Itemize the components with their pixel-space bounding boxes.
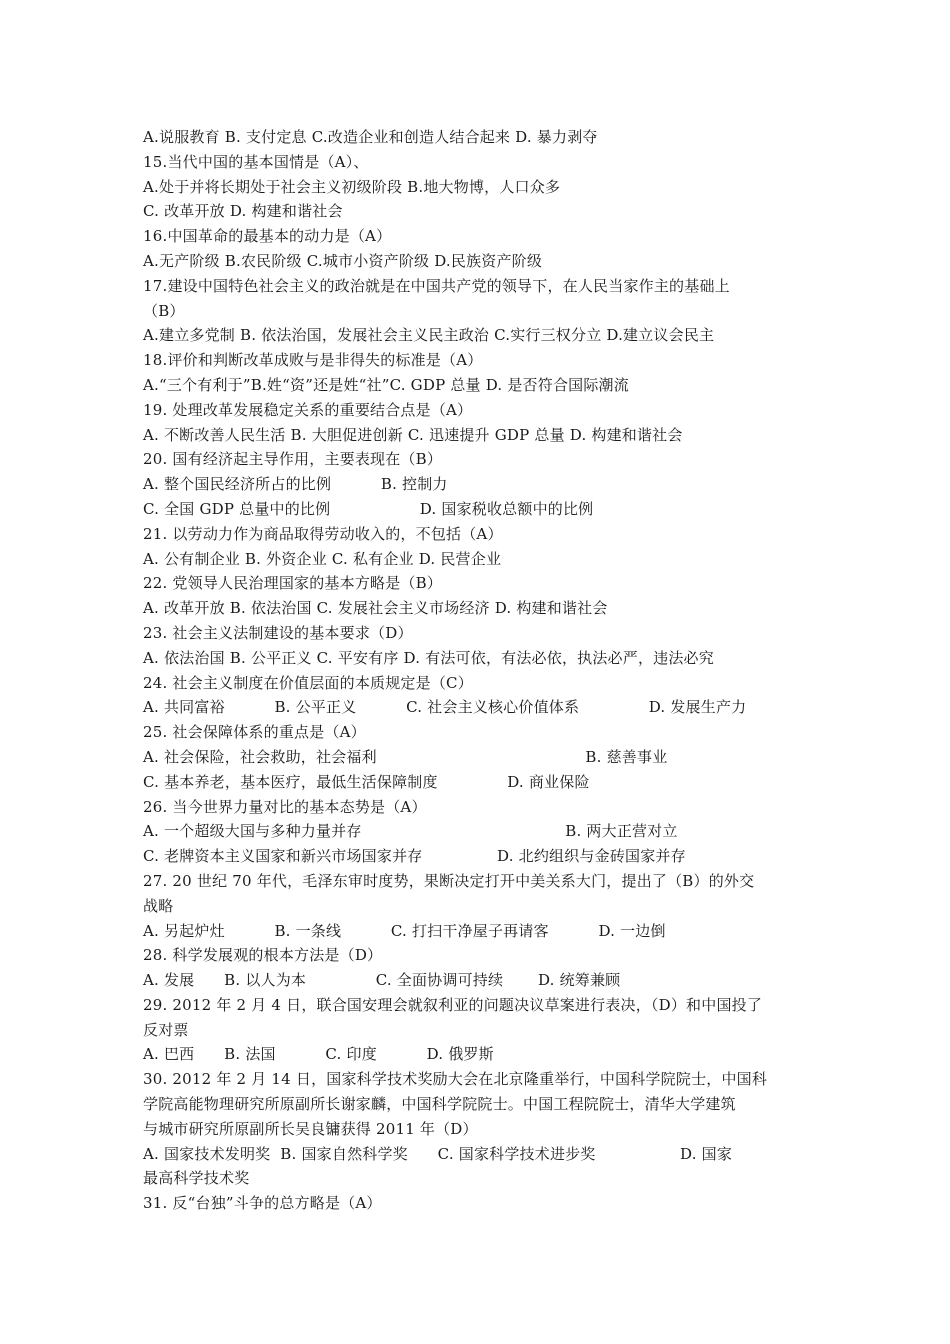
text-line: （B） — [143, 301, 185, 320]
text-line: A. 另起炉灶 B. 一条线 C. 打扫干净屋子再请客 D. 一边倒 — [143, 921, 666, 940]
text-line: 31. 反“台独”斗争的总方略是（A） — [143, 1194, 382, 1213]
text-line: 19. 处理改革发展稳定关系的重要结合点是（A） — [143, 400, 473, 419]
text-line: A. 改革开放 B. 依法治国 C. 发展社会主义市场经济 D. 构建和谐社会 — [143, 599, 608, 618]
text-line: 22. 党领导人民治理国家的基本方略是（B） — [143, 574, 443, 593]
text-line: A. 一个超级大国与多种力量并存 B. 两大正营对立 — [143, 822, 678, 841]
text-line: A. 发展 B. 以人为本 C. 全面协调可持续 D. 统筹兼顾 — [143, 971, 621, 990]
text-line: 29. 2012 年 2 月 4 日，联合国安理会就叙利亚的问题决议草案进行表决，（D）和中国投了 — [143, 995, 763, 1014]
text-line: 25. 社会保障体系的重点是（A） — [143, 723, 366, 742]
text-line: 15.当代中国的基本国情是（A）、 — [143, 152, 369, 171]
text-line: A.建立多党制 B. 依法治国，发展社会主义民主政治 C.实行三权分立 D.建立议会民主 — [143, 326, 715, 345]
text-line: A. 依法治国 B. 公平正义 C. 平安有序 D. 有法可依，有法必依，执法必严，违法必究 — [143, 648, 714, 667]
text-line: A. 整个国民经济所占的比例 B. 控制力 — [143, 475, 448, 494]
text-line: 16.中国革命的最基本的动力是（A） — [143, 227, 392, 246]
document-body — [143, 125, 813, 1216]
text-line: 26. 当今世界力量对比的基本态势是（A） — [143, 797, 427, 816]
text-line: 战略 — [143, 896, 174, 915]
text-line: A. 公有制企业 B. 外资企业 C. 私有企业 D. 民营企业 — [143, 549, 502, 568]
text-line: C. 老牌资本主义国家和新兴市场国家并存 D. 北约组织与金砖国家并存 — [143, 847, 686, 866]
text-line: 23. 社会主义法制建设的基本要求（D） — [143, 623, 413, 642]
text-line: 反对票 — [143, 1020, 189, 1039]
text-line: 24. 社会主义制度在价值层面的本质规定是（C） — [143, 673, 473, 692]
text-line: C. 基本养老，基本医疗，最低生活保障制度 D. 商业保险 — [143, 772, 590, 791]
text-line: 与城市研究所原副所长吴良镛获得 2011 年（D） — [143, 1119, 478, 1138]
text-line: A. 共同富裕 B. 公平正义 C. 社会主义核心价值体系 D. 发展生产力 — [143, 698, 747, 717]
text-line: 28. 科学发展观的根本方法是（D） — [143, 946, 383, 965]
text-line: 27. 20 世纪 70 年代，毛泽东审时度势，果断决定打开中美关系大门，提出了（B）的外交 — [143, 871, 755, 890]
text-line: 30. 2012 年 2 月 14 日，国家科学技术奖励大会在北京隆重举行，中国科学院院士，中国科 — [143, 1070, 768, 1089]
text-line: C. 改革开放 D. 构建和谐社会 — [143, 202, 343, 221]
text-line: A.处于并将长期处于社会主义初级阶段 B.地大物博，人口众多 — [143, 177, 561, 196]
text-line: 17.建设中国特色社会主义的政治就是在中国共产党的领导下，在人民当家作主的基础上 — [143, 276, 730, 295]
text-line: A. 国家技术发明奖 B. 国家自然科学奖 C. 国家科学技术进步奖 D. 国家 — [143, 1144, 733, 1163]
text-line: A. 不断改善人民生活 B. 大胆促进创新 C. 迅速提升 GDP 总量 D. 构建和谐社会 — [143, 425, 683, 444]
text-line: 20. 国有经济起主导作用，主要表现在（B） — [143, 450, 443, 469]
text-line: A.无产阶级 B.农民阶级 C.城市小资产阶级 D.民族资产阶级 — [143, 251, 543, 270]
text-line: 21. 以劳动力作为商品取得劳动收入的，不包括（A） — [143, 524, 503, 543]
text-line: 18.评价和判断改革成败与是非得失的标准是（A） — [143, 351, 483, 370]
text-line: A.说服教育 B. 支付定息 C.改造企业和创造人结合起来 D. 暴力剥夺 — [143, 128, 598, 146]
text-line: A.“三个有利于”B.姓“资”还是姓“社”C. GDP 总量 D. 是否符合国际潮流 — [143, 375, 629, 394]
text-line: C. 全国 GDP 总量中的比例 D. 国家税收总额中的比例 — [143, 499, 594, 518]
text-line: A. 巴西 B. 法国 C. 印度 D. 俄罗斯 — [143, 1045, 494, 1064]
text-line: 学院高能物理研究所原副所长谢家麟，中国科学院院士。中国工程院院士，清华大学建筑 — [143, 1095, 736, 1114]
text-line: A. 社会保险，社会救助，社会福利 B. 慈善事业 — [143, 747, 668, 766]
text-line: 最高科学技术奖 — [143, 1169, 250, 1188]
